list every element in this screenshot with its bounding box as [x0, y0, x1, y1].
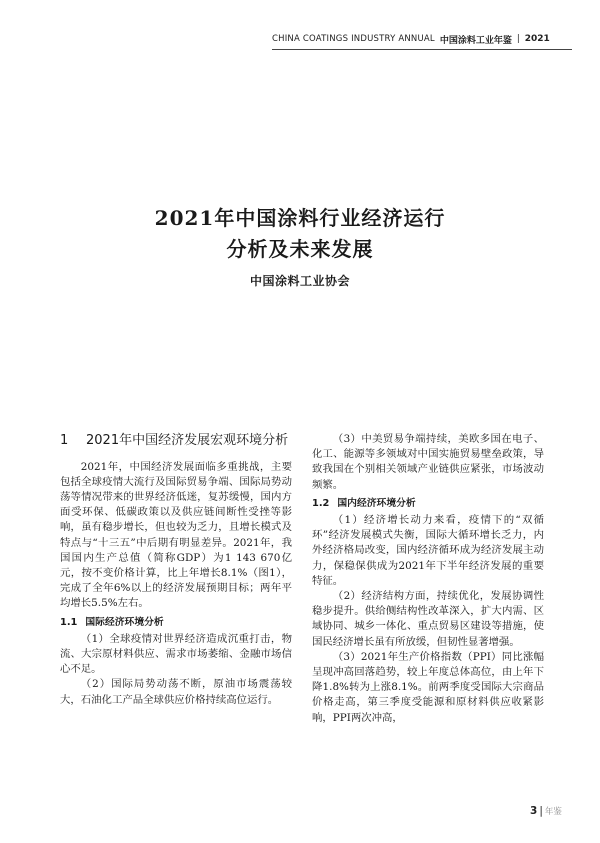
list-paragraph: （1）经济增长动力来看，疫情下的“双循环”经济发展模式失衡，国际大循环增长乏力，内外经济格局改变，国内经济循环成为经济发展主动力，保稳保供成为2021年下半年经济发展的重要特征。 — [312, 514, 544, 587]
footer-label: 年鉴 — [544, 807, 562, 817]
footer-separator: | — [539, 805, 543, 817]
page-footer — [530, 805, 562, 817]
author-affiliation: 中国涂料工业协会 — [249, 274, 350, 288]
subsection-number: 1.2 — [312, 497, 330, 509]
subsection-heading — [60, 615, 292, 630]
list-paragraph: （3）2021年生产价格指数（PPI）同比涨幅呈现冲高回落趋势，较上年度总体高位，由上年下降1.8%转为上涨8.1%。前两季度受国际大宗商品价格走高，第三季度受能源和原材料供应收紧影响，PPI两次冲高， — [312, 650, 544, 724]
page-number: 3 — [530, 805, 538, 817]
section-title: 2021年中国经济发展宏观环境分析 — [86, 433, 289, 448]
section-heading — [60, 432, 292, 450]
list-paragraph: （1）全球疫情对世界经济造成沉重打击，物流、大宗原材料供应、需求市场萎缩、金融市场信心不足。 — [60, 632, 292, 676]
header-chinese-title: 中国涂料工业年鉴 — [439, 35, 512, 46]
subsection-heading — [312, 496, 544, 511]
subsection-title: 国际经济环境分析 — [85, 616, 164, 628]
intro-paragraph: 2021年，中国经济发展面临多重挑战，主要包括全球疫情大流行及国际贸易争端、国际局势动荡等情况带来的世界经济低迷，复苏缓慢，国内方面受环保、低碳政策以及供应链间断性受挫等影响，虽有稳步增长，但也较为乏力，且增长模式及特点与“十三五”中后期有明显差异。2021年，我国国内生产总值（简称GDP）为1 143 670亿元，按不变价格计算，比上年增长8.1%（图1），完成了全年6%以上的经济发展预期目标；两年平均增长5.5%左右。 — [60, 460, 292, 610]
header-rule — [272, 49, 572, 50]
left-column — [60, 432, 292, 708]
list-paragraph: （2）国际局势动荡不断，原油市场震荡较大，石油化工产品全球供应价格持续高位运行。 — [60, 678, 292, 706]
header-english-title: CHINA COATINGS INDUSTRY ANNUAL — [272, 34, 435, 44]
subsection-title: 国内经济环境分析 — [337, 497, 416, 509]
header-year: 2021 — [524, 34, 550, 44]
running-header — [272, 32, 572, 46]
list-paragraph: （2）经济结构方面，持续优化，发展协调性稳步提升。供给侧结构性改革深入，扩大内需、区域协同、城乡一体化、重点贸易区建设等措施，使国民经济增长虽有所放缓，但韧性显著增强。 — [312, 590, 544, 648]
list-paragraph: （3）中美贸易争端持续，美欧多国在电子、化工、能源等多领域对中国实施贸易壁垒政策，导致我国在个别相关领域产业链供应紧张，市场波动频繁。 — [312, 433, 544, 491]
right-column — [312, 432, 544, 726]
title-line-2: 分析及未来发展 — [226, 237, 374, 261]
title-line-1: 2021年中国涂料行业经济运行 — [154, 206, 446, 230]
article-title — [0, 203, 600, 265]
subsection-number: 1.1 — [60, 616, 78, 628]
header-separator: | — [516, 34, 520, 44]
section-number: 1 — [60, 433, 69, 448]
